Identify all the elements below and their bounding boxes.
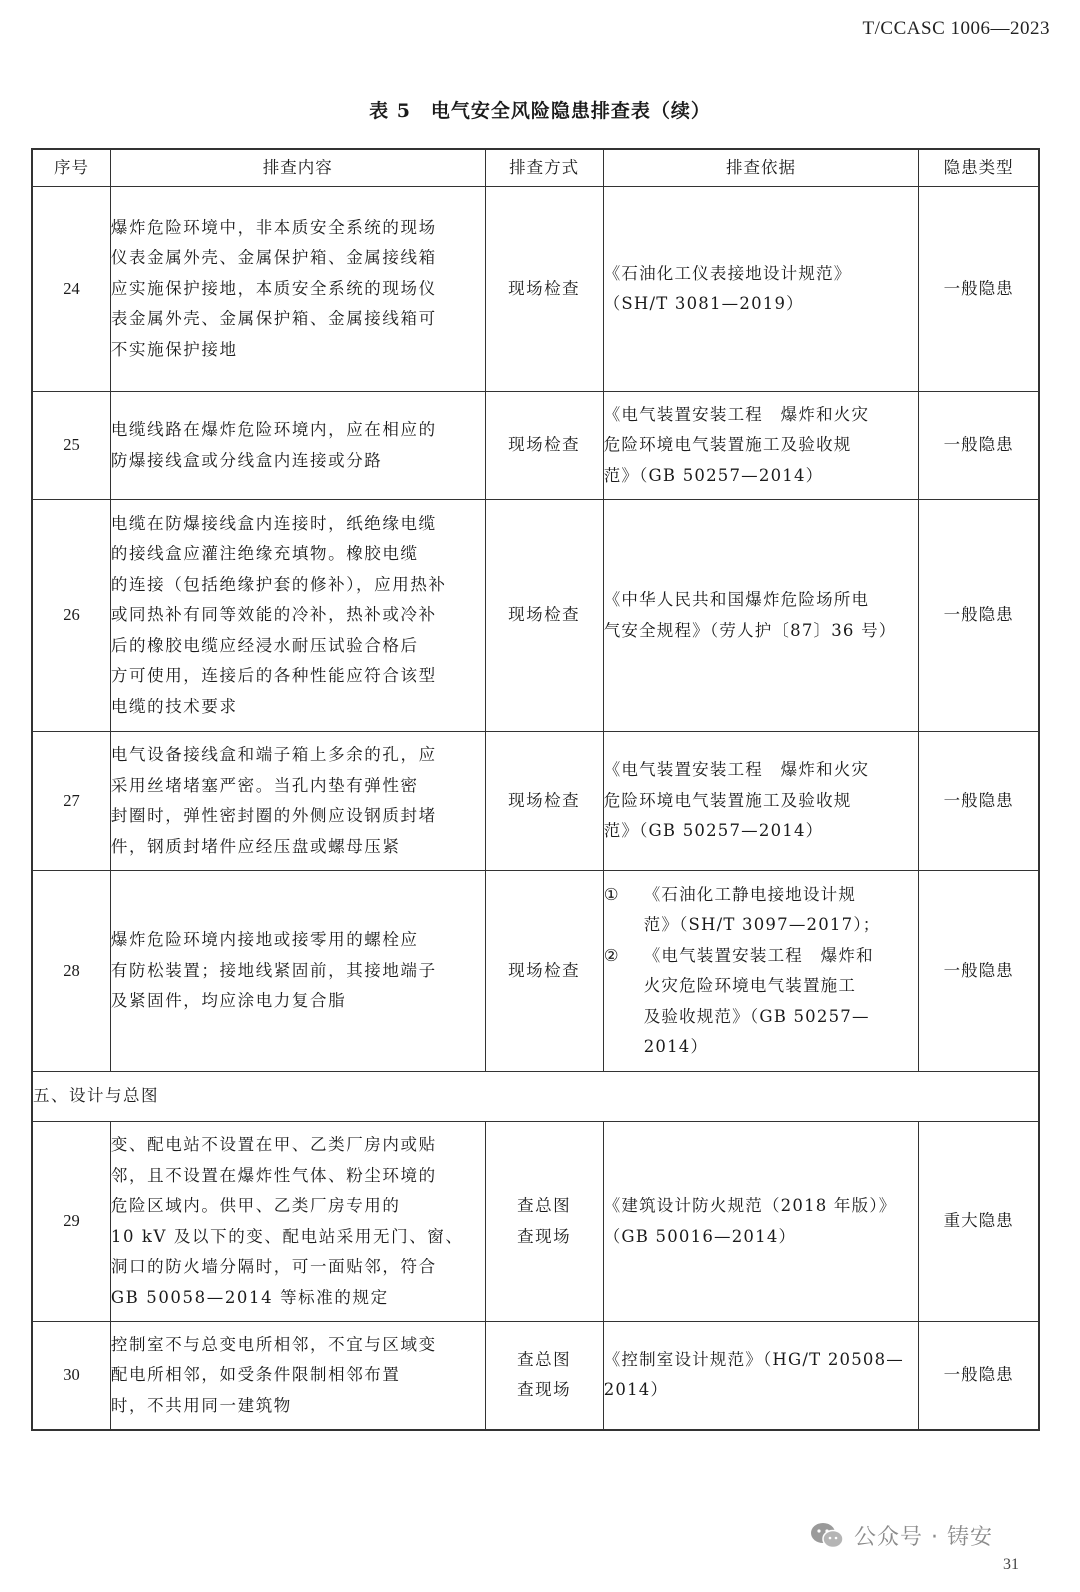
row-number: 26 [32, 500, 110, 732]
inspection-content [110, 187, 485, 392]
basis-item-number: ② [603, 945, 620, 965]
col-header-no: 序号 [32, 149, 110, 187]
section-row [32, 1072, 1039, 1122]
content-line: 爆炸危险环境内接地或接零用的螺栓应 [110, 930, 419, 950]
basis-line: 危险环境电气装置施工及验收规 [603, 790, 852, 810]
inspection-content [110, 1322, 485, 1430]
content-line: 爆炸危险环境中，非本质安全系统的现场 [110, 217, 437, 237]
content-line: 有防松装置；接地线紧固前，其接地端子 [110, 960, 437, 980]
basis-line: 危险环境电气装置施工及验收规 [603, 435, 852, 455]
method-line: 查现场 [517, 1226, 572, 1246]
basis-line: 《建筑设计防火规范（2018 年版）》 [603, 1196, 897, 1215]
method-line: 查现场 [517, 1380, 572, 1400]
watermark-text: 公众号 · 铸安 [854, 1525, 993, 1550]
content-line: 及紧固件，均应涂电力复合脂 [110, 991, 347, 1011]
inspection-content [110, 732, 485, 871]
inspection-basis [603, 187, 919, 392]
content-line: 危险区域内。供甲、乙类厂房专用的 [110, 1196, 401, 1215]
content-line: 防爆接线盒或分线盒内连接或分路 [110, 450, 383, 470]
content-line: 变、配电站不设置在甲、乙类厂房内或贴 [110, 1135, 437, 1154]
basis-item [604, 880, 919, 941]
inspection-basis [603, 392, 919, 500]
content-line: 洞口的防火墙分隔时，可一面贴邻，符合 [110, 1257, 437, 1276]
basis-line: 《石油化工静电接地设计规 [643, 884, 857, 904]
content-line: GB 50058—2014 等标准的规定 [110, 1287, 389, 1307]
hazard-type: 一般隐患 [919, 1322, 1039, 1430]
content-line: 电缆线路在爆炸危险环境内，应在相应的 [110, 420, 437, 439]
table-row [32, 392, 1039, 500]
inspection-basis [603, 732, 919, 871]
basis-line: 范》（SH/T 3097—2017）； [643, 915, 881, 934]
hazard-type: 一般隐患 [919, 871, 1039, 1072]
content-line: 的接线盒应灌注绝缘充填物。橡胶电缆 [110, 544, 419, 564]
content-line: 电气设备接线盒和端子箱上多余的孔，应 [110, 745, 437, 764]
table-row [32, 1322, 1039, 1430]
basis-line: 范》（GB 50257—2014） [603, 465, 824, 485]
content-line: 时，不共用同一建筑物 [110, 1395, 292, 1415]
inspection-method [485, 187, 603, 392]
hazard-type: 一般隐患 [919, 187, 1039, 392]
basis-line: 火灾危险环境电气装置施工 [643, 976, 857, 995]
method-line: 现场检查 [508, 435, 581, 455]
content-line: 后的橡胶电缆应经浸水耐压试验合格后 [110, 635, 419, 655]
method-line: 现场检查 [508, 790, 581, 810]
content-line: 或同热补有同等效能的冷补，热补或冷补 [110, 605, 437, 625]
table-row [32, 187, 1039, 392]
method-line: 现场检查 [508, 605, 581, 625]
wechat-icon [810, 1522, 844, 1550]
table-row [32, 500, 1039, 732]
content-line: 仪表金属外壳、金属保护箱、金属接线箱 [110, 248, 437, 268]
content-line: 采用丝堵堵塞严密。当孔内垫有弹性密 [110, 775, 419, 795]
content-line: 不实施保护接地 [110, 339, 238, 359]
inspection-method [485, 1322, 603, 1430]
inspection-basis [603, 500, 919, 732]
basis-item-text [644, 880, 919, 941]
row-number: 27 [32, 732, 110, 871]
section-heading: 五、设计与总图 [32, 1072, 1039, 1122]
basis-line: 《中华人民共和国爆炸危险场所电 [603, 590, 870, 609]
page-number: 31 [1003, 1556, 1019, 1573]
hazard-type: 一般隐患 [919, 732, 1039, 871]
method-line: 现场检查 [508, 960, 581, 980]
content-line: 邻，且不设置在爆炸性气体、粉尘环境的 [110, 1165, 437, 1185]
row-number: 29 [32, 1122, 110, 1322]
basis-line: 及验收规范》（GB 50257— [643, 1006, 870, 1026]
method-line: 现场检查 [508, 278, 581, 298]
inspection-content [110, 392, 485, 500]
table-header-row [32, 149, 1039, 187]
hazard-type: 一般隐患 [919, 500, 1039, 732]
table-title: 表 5 电气安全风险隐患排查表（续） [369, 100, 711, 122]
hazard-type: 重大隐患 [919, 1122, 1039, 1322]
inspection-basis [603, 1122, 919, 1322]
method-line: 查总图 [517, 1349, 572, 1369]
inspection-method [485, 500, 603, 732]
content-line: 电缆在防爆接线盒内连接时，纸绝缘电缆 [110, 513, 437, 533]
content-line: 电缆的技术要求 [110, 696, 238, 716]
content-line: 表金属外壳、金属保护箱、金属接线箱可 [110, 309, 437, 329]
content-line: 方可使用，连接后的各种性能应符合该型 [110, 666, 437, 686]
content-line: 封圈时，弹性密封圈的外侧应设钢质封堵 [110, 806, 437, 825]
basis-item-number: ① [603, 884, 620, 904]
method-line: 查总图 [517, 1196, 572, 1215]
basis-line: 2014） [603, 1380, 669, 1400]
content-line: 件，钢质封堵件应经压盘或螺母压紧 [110, 836, 401, 856]
basis-item-text [644, 941, 919, 1063]
row-number: 25 [32, 392, 110, 500]
standard-code: T/CCASC 1006—2023 [862, 18, 1050, 39]
inspection-content [110, 500, 485, 732]
basis-line: 《石油化工仪表接地设计规范》 [603, 263, 852, 283]
content-line: 的连接（包括绝缘护套的修补），应用热补 [110, 574, 447, 594]
basis-line: 《控制室设计规范》（HG/T 20508— [603, 1349, 905, 1369]
hazard-type: 一般隐患 [919, 392, 1039, 500]
inspection-method [485, 1122, 603, 1322]
table-row [32, 1122, 1039, 1322]
basis-line: 《电气装置安装工程 爆炸和 [643, 945, 874, 965]
basis-line: 范》（GB 50257—2014） [603, 821, 824, 841]
basis-line: （SH/T 3081—2019） [603, 294, 804, 313]
inspection-method [485, 732, 603, 871]
inspection-basis [603, 1322, 919, 1430]
col-header-basis: 排查依据 [603, 149, 919, 187]
table-row [32, 732, 1039, 871]
basis-line: （GB 50016—2014） [603, 1226, 797, 1246]
table-row [32, 871, 1039, 1072]
basis-line: 气安全规程》（劳人护〔87〕36 号） [603, 620, 897, 640]
row-number: 24 [32, 187, 110, 392]
inspection-method [485, 871, 603, 1072]
basis-line: 2014） [643, 1037, 709, 1056]
inspection-method [485, 392, 603, 500]
col-header-type: 隐患类型 [919, 149, 1039, 187]
row-number: 28 [32, 871, 110, 1072]
row-number: 30 [32, 1322, 110, 1430]
inspection-content [110, 1122, 485, 1322]
watermark [810, 1520, 993, 1551]
hazard-table [31, 148, 1040, 1431]
inspection-content [110, 871, 485, 1072]
content-line: 控制室不与总变电所相邻，不宜与区域变 [110, 1334, 437, 1354]
col-header-content: 排查内容 [110, 149, 485, 187]
content-line: 配电所相邻，如受条件限制相邻布置 [110, 1365, 401, 1384]
col-header-method: 排查方式 [485, 149, 603, 187]
content-line: 10 kV 及以下的变、配电站采用无门、窗、 [110, 1226, 464, 1246]
inspection-basis [603, 871, 919, 1072]
basis-line: 《电气装置安装工程 爆炸和火灾 [603, 404, 870, 424]
basis-line: 《电气装置安装工程 爆炸和火灾 [603, 760, 870, 780]
content-line: 应实施保护接地，本质安全系统的现场仪 [110, 278, 437, 298]
basis-item [604, 941, 919, 1063]
